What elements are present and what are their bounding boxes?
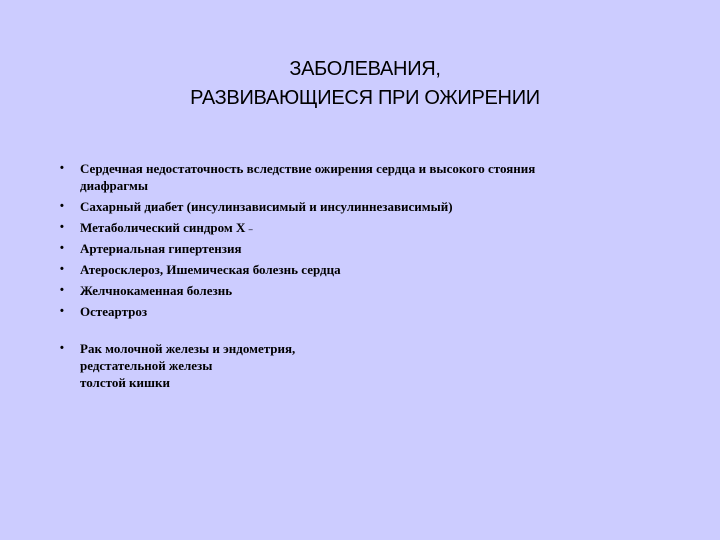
list-item-line: диафрагмы [80, 178, 149, 193]
list-item-line: Сердечная недостаточность вследствие ожирения сердца и высокого стояния [80, 161, 536, 176]
title-line-1: ЗАБОЛЕВАНИЯ, [289, 58, 441, 80]
bullet-dot-icon: • [60, 342, 64, 354]
list-item-text [80, 303, 640, 320]
slide-title [60, 55, 670, 113]
list-item-text [80, 261, 640, 278]
list-item-line: Метаболический синдром Х [80, 220, 246, 235]
list-item-text [80, 219, 640, 238]
list-item-line: Сахарный диабет (инсулинзависимый и инсулиннезависимый) [80, 199, 453, 214]
list-item-line: Остеартроз [80, 304, 148, 319]
list-item-text [80, 240, 640, 257]
bullet-dot-icon: • [60, 200, 64, 212]
bullet-dot-icon: • [60, 284, 64, 296]
title-line-2: РАЗВИВАЮЩИЕСЯ ПРИ ОЖИРЕНИИ [190, 87, 540, 109]
list-item-text [80, 160, 640, 194]
bullet-dot-icon: • [60, 162, 64, 174]
bullet-dot-icon: • [60, 263, 64, 275]
list-item-line: редстательной железы [80, 358, 213, 373]
list-item-line: Желчнокаменная болезнь [80, 283, 233, 298]
list-item-line: Артериальная гипертензия [80, 241, 242, 256]
bullet-dot-icon: • [60, 221, 64, 233]
list-item-line: Атеросклероз, Ишемическая болезнь сердца [80, 262, 341, 277]
bullet-dot-icon: • [60, 242, 64, 254]
list-item-line: Рак молочной железы и эндометрия, [80, 341, 296, 356]
list-item-text [80, 340, 640, 391]
bullet-dot-icon: • [60, 305, 64, 317]
list-item-line: толстой кишки [80, 375, 170, 390]
list-item-text [80, 198, 640, 215]
list-item-suffix: – [248, 225, 253, 234]
list-item-text [80, 282, 640, 299]
